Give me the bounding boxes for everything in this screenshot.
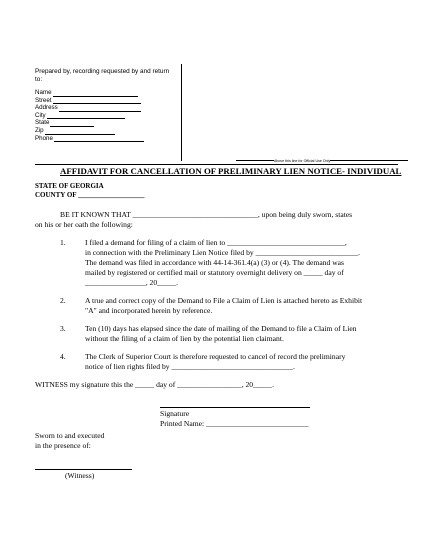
address-field[interactable]: Address bbox=[35, 104, 175, 112]
item-1-line-5[interactable]: ________________, 20_____. bbox=[85, 278, 179, 287]
witness-signature-line[interactable] bbox=[35, 469, 132, 470]
item-2-line-1: A true and correct copy of the Demand to File a Claim of Lien is attached hereto as Exhibit bbox=[85, 296, 363, 305]
item-2-line-2: "A" and incorporated herein by reference. bbox=[85, 306, 213, 315]
item-3-line-2: without the filing of a claim of lien by the potential lien claimant. bbox=[85, 334, 284, 343]
state-blank[interactable] bbox=[50, 120, 94, 127]
state-line: STATE OF GEORGIA bbox=[35, 182, 104, 190]
phone-blank[interactable] bbox=[54, 135, 144, 142]
item-1-line-3: The demand was filed in accordance with 44-14-361.4(a) (3) or (4). The demand was bbox=[85, 258, 345, 267]
name-field[interactable]: Name bbox=[35, 89, 175, 97]
street-blank[interactable] bbox=[53, 97, 141, 104]
item-4-line-2[interactable]: notice of lien rights filed by ________________________________. bbox=[85, 362, 295, 371]
item-number: 3. bbox=[60, 324, 66, 333]
zip-blank[interactable] bbox=[45, 128, 115, 135]
item-number: 1. bbox=[60, 238, 66, 247]
official-use-note: Above this line for Official Use Only bbox=[236, 159, 408, 163]
printed-name-field[interactable]: Printed Name: ___________________________ bbox=[160, 419, 309, 428]
state-field[interactable]: State bbox=[35, 119, 175, 127]
header-divider-horizontal bbox=[35, 164, 398, 165]
street-field[interactable]: Street bbox=[35, 97, 175, 105]
signature-line[interactable] bbox=[160, 407, 310, 408]
venue-block bbox=[35, 182, 145, 200]
sworn-line-1: Sworn to and executed bbox=[35, 431, 105, 440]
item-3-line-1: Ten (10) days has elapsed since the date of mailing of the Demand to file a Claim of Lien bbox=[85, 324, 357, 333]
zip-field[interactable]: Zip bbox=[35, 127, 175, 135]
document-title: AFFIDAVIT FOR CANCELLATION OF PRELIMINARY LIEN NOTICE- INDIVIDUAL bbox=[60, 166, 402, 176]
item-4-line-1: The Clerk of Superior Court is therefore requested to cancel of record the preliminary bbox=[85, 352, 346, 361]
prepared-by-label: Prepared by, recording requested by and return to: bbox=[35, 68, 170, 83]
header-divider-vertical bbox=[181, 64, 182, 161]
item-number: 4. bbox=[60, 352, 66, 361]
item-1-line-2[interactable]: in connection with the Preliminary Lien Notice filed by ___________________________. bbox=[85, 248, 361, 257]
signature-label: Signature bbox=[160, 409, 190, 418]
city-blank[interactable] bbox=[47, 112, 125, 119]
witness-statement[interactable]: WITNESS my signature this the _____ day of _________________, 20_____. bbox=[35, 380, 274, 389]
item-1-line-4[interactable]: mailed by registered or certified mail or statutory overnight delivery on _____ day of bbox=[85, 268, 344, 277]
intro-line-2: on his or her oath the following: bbox=[35, 219, 133, 229]
intro-line-1[interactable]: BE IT KNOWN THAT _________________________________, upon being duly sworn, states bbox=[60, 210, 353, 219]
address-blank[interactable] bbox=[59, 105, 141, 112]
sworn-line-2: in the presence of: bbox=[35, 441, 91, 450]
return-address-block bbox=[35, 89, 175, 142]
name-blank[interactable] bbox=[53, 90, 138, 97]
phone-field[interactable]: Phone bbox=[35, 135, 175, 143]
county-line[interactable]: COUNTY OF ___________________ bbox=[35, 191, 145, 199]
city-field[interactable]: City bbox=[35, 112, 175, 120]
item-number: 2. bbox=[60, 296, 66, 305]
witness-label: (Witness) bbox=[65, 471, 95, 480]
item-1-line-1[interactable]: I filed a demand for filing of a claim of lien to _______________________________, bbox=[85, 238, 347, 247]
